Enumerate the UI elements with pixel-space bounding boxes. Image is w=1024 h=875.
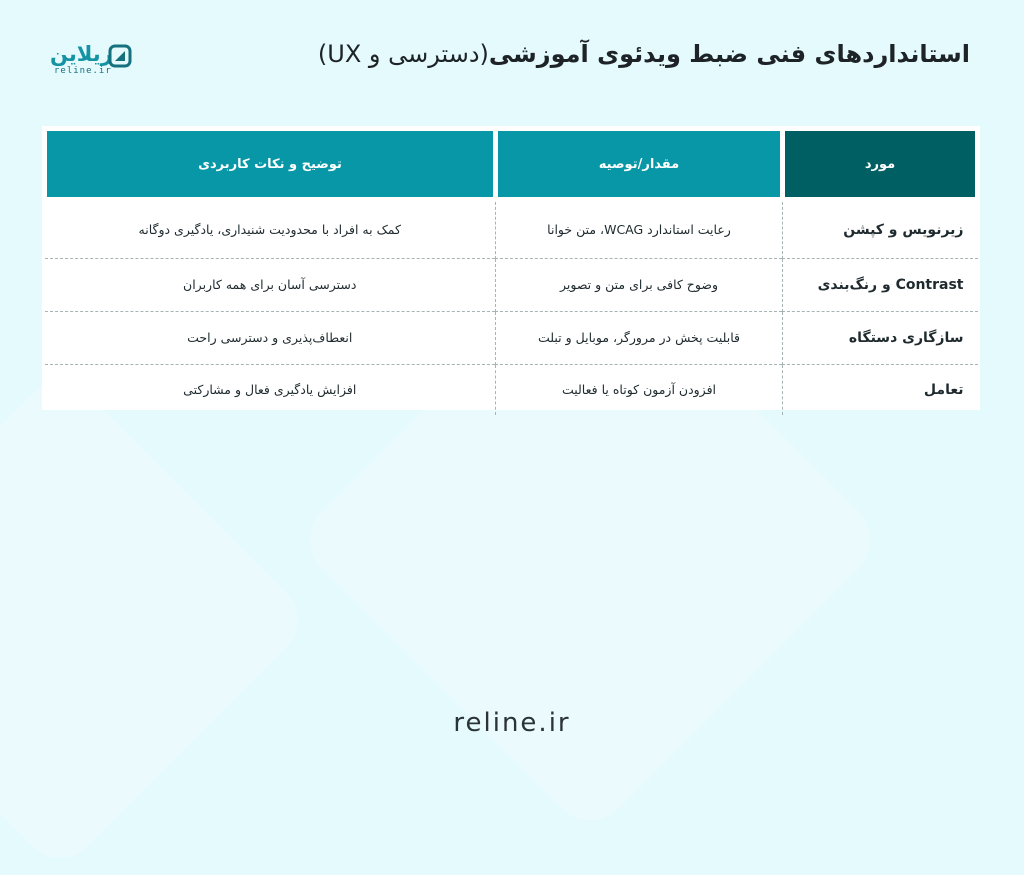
logo-text-en: reline.ir xyxy=(54,66,112,76)
table-header-row xyxy=(45,129,978,200)
header-item: مورد xyxy=(783,129,978,200)
table-row xyxy=(45,312,978,365)
standards-table xyxy=(42,126,980,410)
row-description: افزایش یادگیری فعال و مشارکتی xyxy=(183,382,357,397)
row-item: زیرنویس و کپشن xyxy=(783,200,978,259)
row-value: افزودن آزمون کوتاه یا فعالیت xyxy=(496,365,783,416)
row-item: Contrast و رنگ‌بندی xyxy=(783,259,978,312)
row-item: تعامل xyxy=(783,365,978,416)
table-row xyxy=(45,259,978,312)
page-title xyxy=(318,40,970,68)
row-description: کمک به افراد با محدودیت شنیداری، یادگیری دوگانه xyxy=(45,200,496,259)
row-value: وضوح کافی برای متن و تصویر xyxy=(496,259,783,312)
table-row xyxy=(45,200,978,259)
page-title-main: استانداردهای فنی ضبط ویدئوی آموزشی xyxy=(488,40,970,68)
row-value: قابلیت پخش در مرورگر، موبایل و تبلت xyxy=(496,312,783,365)
brand-logo[interactable] xyxy=(50,42,132,78)
table-row xyxy=(45,365,978,416)
row-item: سازگاری دستگاه xyxy=(783,312,978,365)
row-description: انعطاف‌پذیری و دسترسی راحت xyxy=(45,312,496,365)
logo-mark-icon xyxy=(108,44,132,68)
header-value: مقدار/توصیه xyxy=(496,129,783,200)
row-value: رعایت استاندارد WCAG، متن خوانا xyxy=(496,200,783,259)
background-shape xyxy=(0,365,315,874)
footer-site-url[interactable]: reline.ir xyxy=(453,708,571,738)
page-title-sub: (دسترسی و UX) xyxy=(317,40,489,68)
logo-text-fa: ریلاین xyxy=(50,42,113,66)
header-description: توضیح و نکات کاربردی xyxy=(45,129,496,200)
row-description: دسترسی آسان برای همه کاربران xyxy=(45,259,496,312)
